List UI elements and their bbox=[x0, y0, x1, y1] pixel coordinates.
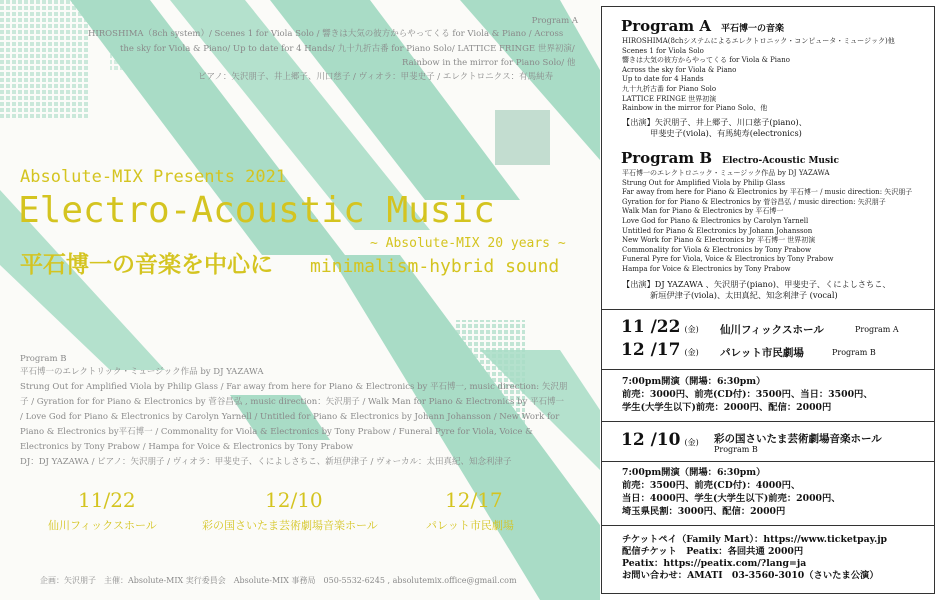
work-item: Rainbow in the mirror for Piano Solo、他 bbox=[622, 104, 768, 113]
years-subtitle: ~ Absolute-MIX 20 years ~ bbox=[370, 236, 566, 251]
time-info-1: 7:00pm開演（開場：6:30pm） bbox=[622, 376, 766, 387]
time-info-2: 7:00pm開演（開場：6:30pm） bbox=[622, 467, 766, 478]
divider bbox=[602, 525, 934, 526]
price-info: 前売：3000円、前売(CD付)：3500円、当日：3500円、 bbox=[622, 389, 873, 400]
program-a-line: HIROSHIMA（8ch system）/ Scenes 1 for Viola Solo / 響きは大気の彼方からやってくる for Viola & Piano / Across bbox=[88, 29, 564, 39]
work-item: Untitled for Piano & Electronics by Johann Johansson bbox=[622, 226, 813, 235]
program-a-line: Rainbow in the mirror for Piano Solo/ 他 bbox=[402, 58, 576, 68]
work-item: 響きは大気の彼方からやってくる for Viola & Piano bbox=[622, 56, 790, 65]
concert-date-2 bbox=[621, 340, 703, 360]
price-info: 学生(大学生以下)前売：2000円、配信：2000円 bbox=[622, 402, 832, 413]
info-panel bbox=[601, 6, 935, 594]
work-item: LATTICE FRINGE 世界初演 bbox=[622, 94, 717, 103]
concert-date-1 bbox=[621, 317, 703, 337]
program-b-line: DJ：DJ YAZAWA / ピアノ：矢沢朋子 / ヴィオラ：甲斐史子、くによしさちこ、新垣伊津子 / ヴォーカル：太田真紀、知念利津子 bbox=[20, 457, 512, 467]
program-a-cast: 甲斐史子(viola)、有馬純寿(electronics) bbox=[650, 128, 802, 138]
program-b-line: 平石博一のエレクトリック・ミュージック作品 by DJ YAZAWA bbox=[20, 367, 264, 377]
work-item: 九十九折古番 for Piano Solo bbox=[622, 84, 717, 93]
work-item: Across the sky for Viola & Piano bbox=[622, 65, 737, 74]
program-a-line: the sky for Viola & Piano/ Up to date for 4 Hands/ 九十九折古番 for Piano Solo/ LATTICE FRINGE 世界初演/ bbox=[120, 44, 575, 54]
concert-venue-2: パレット市民劇場 bbox=[720, 347, 804, 359]
ticket-info: お問い合わせ：AMATI 03-3560-3010（さいたま公演） bbox=[622, 570, 879, 581]
program-b-title-text: Program B bbox=[621, 149, 713, 167]
work-item: Walk Man for Piano & Electronics by 平石博一 bbox=[622, 207, 784, 216]
work-item: Love God for Piano & Electronics by Carolyn Yarnell bbox=[622, 216, 809, 225]
program-a-line: ピアノ：矢沢朋子、井上郷子、川口慈子 / ヴィオラ：甲斐史子 / エレクトロニクス：有馬純寿 bbox=[198, 72, 554, 82]
program-b-line: Piano & Electronics by平石博一 / Commonality for Viola & Electronics by Tony Prabow / Funeral Pyre for Viola, Voice & bbox=[20, 427, 533, 437]
presents-heading: Absolute-MIX Presents 2021 bbox=[20, 167, 287, 187]
date-1: 11/22 bbox=[78, 488, 136, 512]
program-a-subtitle: 平石博一の音楽 bbox=[721, 24, 785, 34]
venue-3: パレット市民劇場 bbox=[426, 519, 514, 532]
program-b-subtitle: Electro-Acoustic Music bbox=[722, 156, 839, 166]
price-info: 当日：4000円、学生(大学生以下)前売：2000円、 bbox=[622, 493, 841, 504]
price-info: 前売：3500円、前売(CD付)：4000円、 bbox=[622, 480, 801, 491]
work-item: 平石博一のエレクトロニック・ミュージック作品 by DJ YAZAWA bbox=[622, 169, 830, 177]
weekday: (金) bbox=[684, 438, 699, 447]
english-subtitle: minimalism-hybrid sound bbox=[310, 256, 560, 277]
date-2: 12/10 bbox=[265, 488, 323, 512]
work-item: Up to date for 4 Hands bbox=[622, 75, 704, 84]
program-b-cast: 【出演】DJ YAZAWA 、矢沢朋子(piano)、甲斐史子、くによしさちこ、 bbox=[622, 279, 891, 289]
concert-venue-1: 仙川フィックスホール bbox=[720, 324, 824, 336]
concert-program-1: Program A bbox=[855, 325, 899, 334]
program-a-title bbox=[621, 17, 784, 35]
divider bbox=[602, 461, 934, 462]
program-a-works bbox=[622, 37, 895, 114]
ticket-info: チケットペイ（Family Mart）：https://www.ticketpay.jp bbox=[622, 534, 888, 545]
poster-footer: 企画：矢沢朋子 主催：Absolute-MIX 実行委員会 Absolute-MIX 事務局 050-5532-6245 , absolutemix.office@gmail.com bbox=[40, 576, 517, 585]
date-text: 11 /22 bbox=[621, 317, 681, 337]
program-b-cast: 新垣伊津子(viola)、太田真紀、知念利津子 (vocal) bbox=[650, 290, 838, 300]
japanese-subtitle: 平石博一の音楽を中心に bbox=[20, 252, 273, 278]
divider bbox=[602, 421, 934, 422]
work-item: New Work for Piano & Electronics by 平石博一 世界初演 bbox=[622, 236, 816, 245]
program-b-line: Electronics by Tony Prabow / Hampa for Voice & Electronics by Tony Prabow bbox=[20, 442, 354, 452]
price-info: 埼玉県民割：3000円、配信：2000円 bbox=[622, 506, 786, 517]
ticket-info: Peatix：https://peatix.com/?lang=ja bbox=[622, 558, 807, 569]
ticket-info: 配信チケット Peatix：各回共通 2000円 bbox=[622, 546, 804, 557]
work-item: Funeral Pyre for Viola, Voice & Electronics by Tony Prabow bbox=[622, 255, 834, 264]
concert-program-3: Program B bbox=[714, 445, 758, 454]
work-item: Far away from here for Piano & Electronics by 平石博一 / music direction: 矢沢朋子 bbox=[622, 188, 913, 197]
concert-program-2: Program B bbox=[832, 348, 876, 357]
weekday: (金) bbox=[684, 325, 699, 334]
program-b-works bbox=[622, 169, 912, 275]
program-a-cast: 【出演】矢沢朋子、井上郷子、川口慈子(piano)、 bbox=[622, 117, 807, 127]
work-item: Hampa for Voice & Electronics by Tony Prabow bbox=[622, 264, 791, 273]
program-a-title-text: Program A bbox=[621, 17, 712, 35]
work-item: Scenes 1 for Viola Solo bbox=[622, 46, 704, 55]
program-a-label: Program A bbox=[531, 16, 578, 26]
program-b-title bbox=[621, 149, 839, 167]
venue-1: 仙川フィックスホール bbox=[48, 519, 157, 532]
program-b-line: Strung Out for Amplified Viola by Philip Glass / Far away from here for Piano & Electronics by 平石博一, music direction: 矢沢朋 bbox=[20, 382, 568, 392]
program-b-line: / Love God for Piano & Electronics by Carolyn Yarnell / Untitled for Piano & Electronics by Johann Johansson / New Work for bbox=[20, 412, 560, 422]
date-text: 12 /17 bbox=[621, 340, 681, 360]
work-item: Gyration for for Piano & Electronics by 菅谷昌弘 / music direction: 矢沢朋子 bbox=[622, 197, 886, 206]
concert-date-3 bbox=[621, 430, 703, 450]
main-title: Electro-Acoustic Music bbox=[18, 190, 495, 231]
date-3: 12/17 bbox=[445, 488, 503, 512]
work-item: Commonality for Viola & Electronics by Tony Prabow bbox=[622, 245, 811, 254]
work-item: Strung Out for Amplified Viola by Philip Glass bbox=[622, 178, 786, 187]
work-item: HIROSHIMA(8chシステムによるエレクトロニック・コンピュータ・ミュージック)他 bbox=[622, 37, 895, 45]
date-text: 12 /10 bbox=[621, 430, 681, 450]
venue-2: 彩の国さいたま芸術劇場音楽ホール bbox=[202, 519, 378, 532]
program-b-label: Program B bbox=[20, 354, 67, 364]
program-b-line: 子 / Gyration for for Piano & Electronics by 菅谷昌弘 , music direction：矢沢朋子 / Walk Man for Piano & Electronics by 平石博一 bbox=[20, 397, 564, 407]
divider bbox=[602, 309, 934, 310]
divider bbox=[602, 369, 934, 370]
weekday: (金) bbox=[684, 348, 699, 357]
concert-venue-3: 彩の国さいたま芸術劇場音楽ホール bbox=[714, 433, 882, 445]
